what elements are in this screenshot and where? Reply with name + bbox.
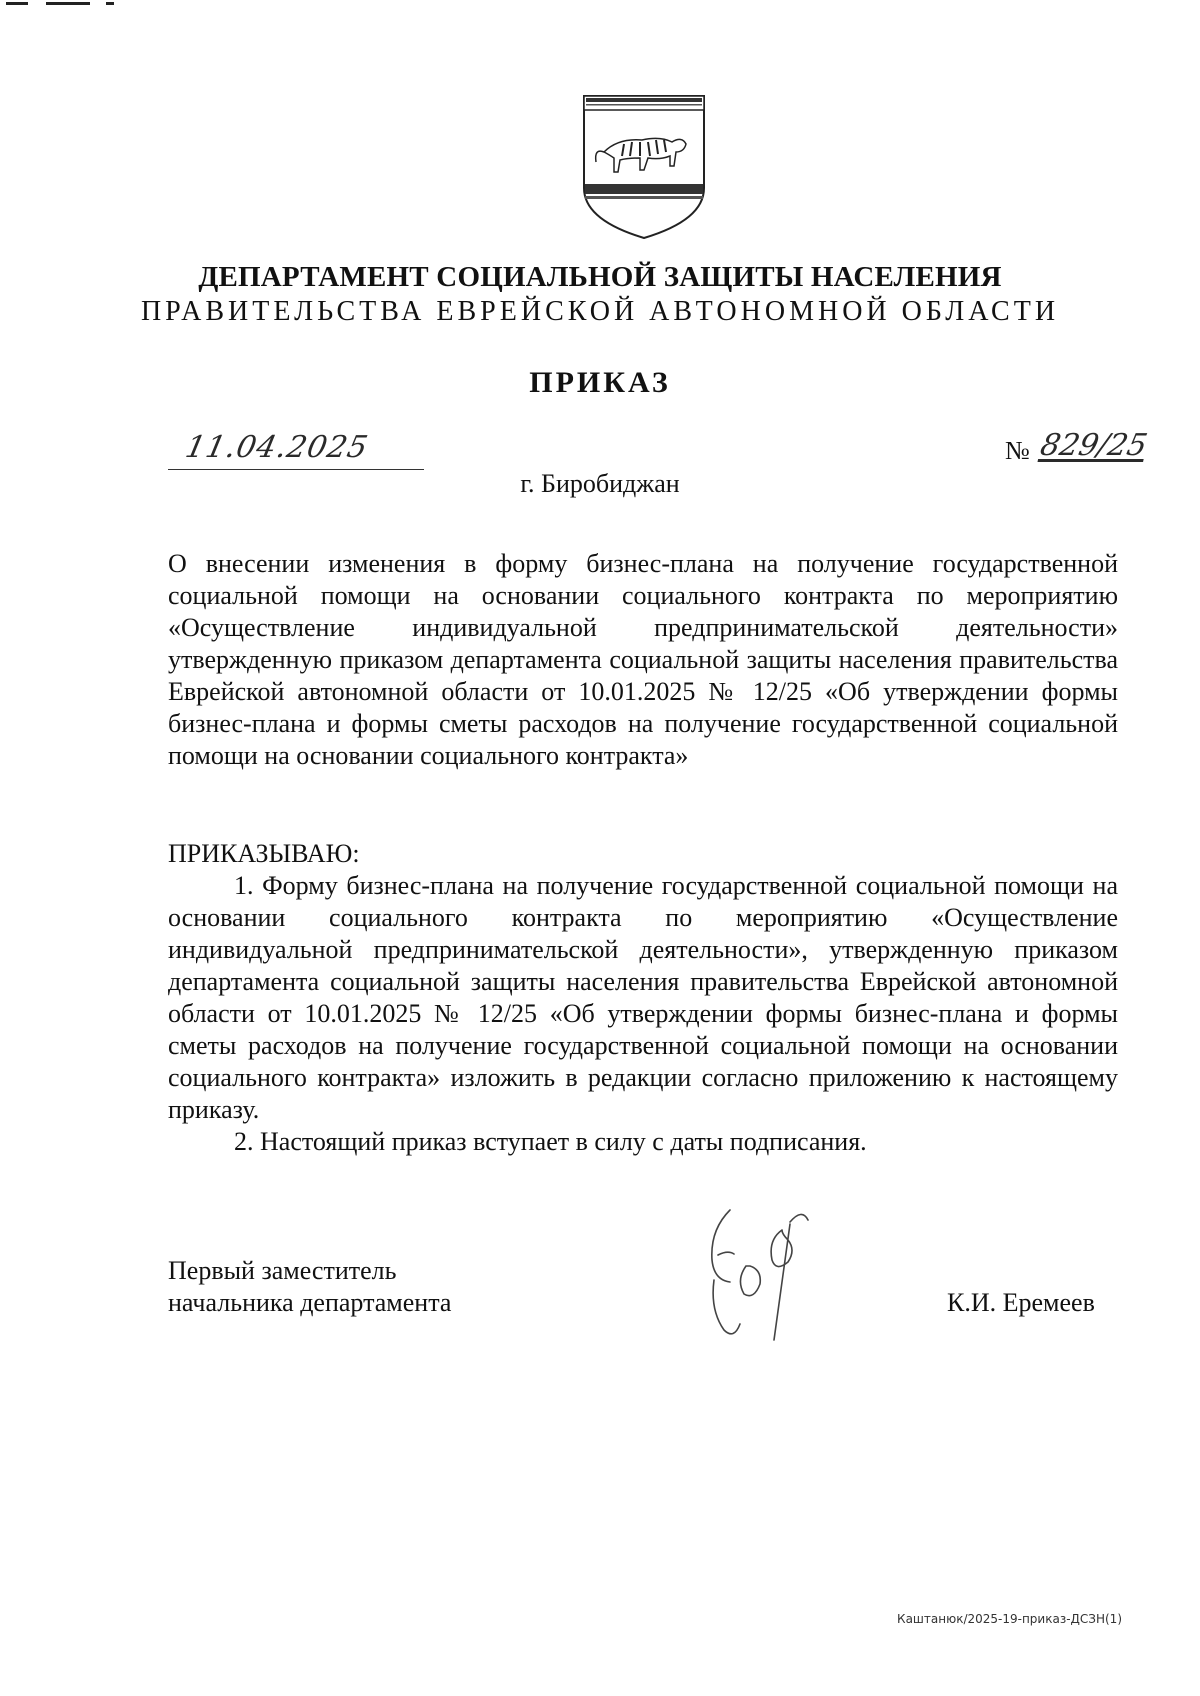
document-code: Каштанюк/2025-19-приказ-ДСЗН(1) (897, 1612, 1122, 1626)
handwritten-signature (690, 1200, 840, 1350)
document-type-title: ПРИКАЗ (529, 366, 671, 399)
order-number: 829/25 (1037, 428, 1151, 463)
order-subject: О внесении изменения в форму бизнес-плана на получение государственной социальной помощи на основании социального контракта по мероприятию «Осуществление индивидуальной предпринимательской деятельности» утвержденную приказом департамента социальной защиты населения правительства Еврейской автономной области от 10.01.2025 № 12/25 «Об утверждении формы бизнес-плана и формы сметы расходов на получение государственной социальной помощи на основании социального контракта» (168, 549, 1118, 770)
government-subtitle: ПРАВИТЕЛЬСТВА ЕВРЕЙСКОЙ АВТОНОМНОЙ ОБЛАСТИ (140, 296, 1060, 327)
city: г. Биробиджан (520, 469, 680, 498)
signer-position-line-1: Первый заместитель (168, 1256, 397, 1285)
order-date: 11.04.2025 (182, 430, 372, 465)
order-date-field (168, 430, 424, 470)
signer-position (168, 1255, 528, 1319)
order-number-field (1005, 428, 1151, 470)
scan-artifact (6, 0, 136, 10)
order-item-1: 1. Форму бизнес-плана на получение государственной социальной помощи на основании социального контракта по мероприятию «Осуществление индивидуальной предпринимательской деятельности», утвержденную приказом департамента социальной защиты населения правительства Еврейской автономной области от 10.01.2025 № 12/25 «Об утверждении формы бизнес-плана и формы сметы расходов на получение государственной социальной помощи на основании социального контракта» изложить в редакции согласно приложению к настоящему приказу. (168, 871, 1118, 1124)
signer-position-line-2: начальника департамента (168, 1288, 452, 1317)
signer-name: К.И. Еремеев (947, 1288, 1095, 1317)
order-item-2: 2. Настоящий приказ вступает в силу с даты подписания. (234, 1127, 867, 1156)
order-directive-word: ПРИКАЗЫВАЮ: (168, 839, 360, 868)
number-sign: № (1005, 436, 1030, 465)
department-title: ДЕПАРТАМЕНТ СОЦИАЛЬНОЙ ЗАЩИТЫ НАСЕЛЕНИЯ (198, 261, 1002, 293)
coat-of-arms-icon (578, 92, 710, 242)
